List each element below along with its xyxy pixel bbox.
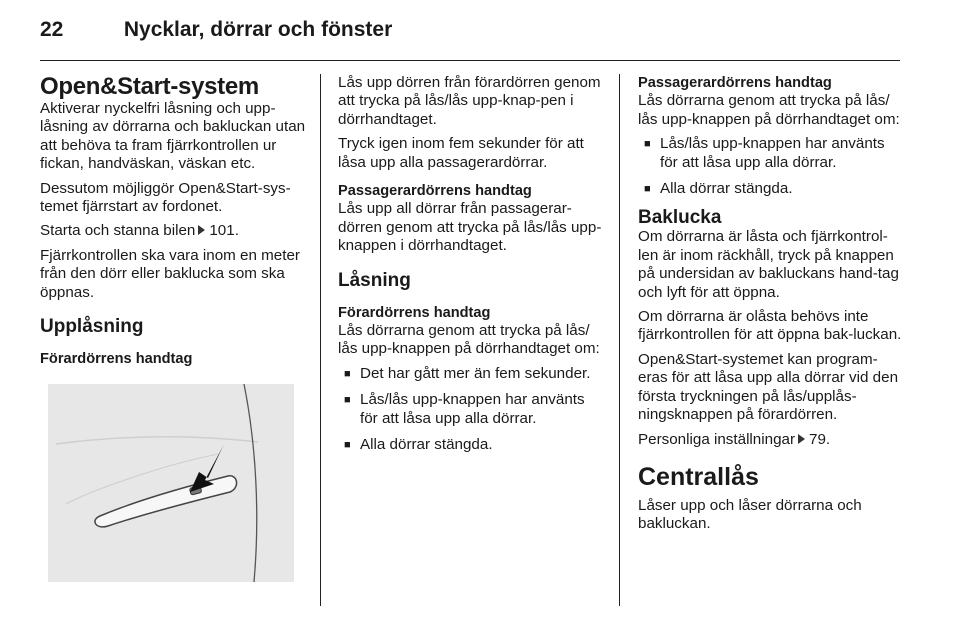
paragraph-with-ref <box>40 222 306 240</box>
list-item: ■ Lås/lås upp-knappen har använts för att låsa upp alla dörrar. <box>638 135 904 172</box>
paragraph: Lås dörrarna genom att trycka på lås/ lås upp-knappen på dörrhandtaget om: <box>638 92 900 128</box>
paragraph: Lås dörrarna genom att trycka på lås/ lås upp-knappen på dörrhandtaget om: <box>338 322 600 358</box>
paragraph: Tryck igen inom fem sekunder för att låsa upp alla passagerardörrar. <box>338 135 584 171</box>
chapter-title: Nycklar, dörrar och fönster <box>123 18 393 41</box>
paragraph: Aktiverar nyckelfri låsning och upp-låsning av dörrarna och bakluckan utan att behöva ta fram fjärrkontrollen ur fickan, handväskan, väskan etc. <box>40 100 306 173</box>
section-title-centrallas: Centrallås <box>638 462 759 491</box>
subheading: Passagerardörrens handtag <box>638 75 832 91</box>
section-heading-lasning: Låsning <box>338 269 411 291</box>
list-item: ■ Alla dörrar stängda. <box>638 180 904 198</box>
column-divider-1 <box>320 74 321 606</box>
section-title-open-start: Open&Start-system <box>40 73 259 100</box>
paragraph: Lås upp all dörrar från passagerar-dörren genom att trycka på lås/lås upp-knappen i dörrhandtaget. <box>338 200 602 255</box>
page-header <box>40 18 392 42</box>
subheading: Passagerardörrens handtag <box>338 183 532 200</box>
page-number: 22 <box>40 18 64 41</box>
paragraph-with-ref <box>638 431 904 449</box>
page-ref-icon <box>198 225 205 235</box>
list-item: ■ Alla dörrar stängda. <box>338 436 604 454</box>
column-1 <box>40 74 306 368</box>
ref-text: Starta och stanna bilen <box>40 222 196 240</box>
door-handle-illustration <box>48 384 294 582</box>
section-heading-baklucka: Baklucka <box>638 207 722 229</box>
illustration-background <box>48 384 294 582</box>
page-ref-link[interactable]: 79. <box>809 430 831 448</box>
bullet-list <box>338 365 604 455</box>
column-3 <box>638 74 904 540</box>
paragraph: Fjärrkontrollen ska vara inom en meter från den dörr eller baklucka som ska öppnas. <box>40 246 300 301</box>
column-divider-2 <box>619 74 620 606</box>
paragraph: Open&Start-systemet kan program-eras för att låsa upp alla dörrar vid den första tryckningen på lås/upplås-ningsknappen på förardörren. <box>638 350 899 424</box>
page-ref-link[interactable]: 101. <box>209 222 239 240</box>
list-item: ■ Lås/lås upp-knappen har använts för att låsa upp alla dörrar. <box>338 391 604 428</box>
paragraph: Låser upp och låser dörrarna och bakluckan. <box>638 496 862 533</box>
paragraph: Dessutom möjliggör Open&Start-sys-temet fjärrstart av fordonet. <box>40 179 291 216</box>
paragraph: Lås upp dörren från förardörren genom att trycka på lås/lås upp-knap-pen i dörrhandtaget. <box>338 74 601 128</box>
ref-text: Personliga inställningar <box>638 430 796 448</box>
list-item: ■ Det har gått mer än fem sekunder. <box>338 365 604 383</box>
page-ref-icon <box>798 434 805 444</box>
section-heading-upplasning: Upplåsning <box>40 316 144 338</box>
paragraph: Om dörrarna är låsta och fjärrkontrol-len är inom räckhåll, tryck på knappen på undersidan av bakluckans hand-tag och lyft för att öppna. <box>638 228 899 301</box>
subheading: Förardörrens handtag <box>338 304 491 321</box>
paragraph: Om dörrarna är olåsta behövs inte fjärrkontrollen för att öppna bak-luckan. <box>638 308 902 344</box>
header-rule <box>40 60 900 61</box>
subheading: Förardörrens handtag <box>40 351 193 368</box>
bullet-list <box>638 135 904 198</box>
column-2 <box>338 74 604 463</box>
